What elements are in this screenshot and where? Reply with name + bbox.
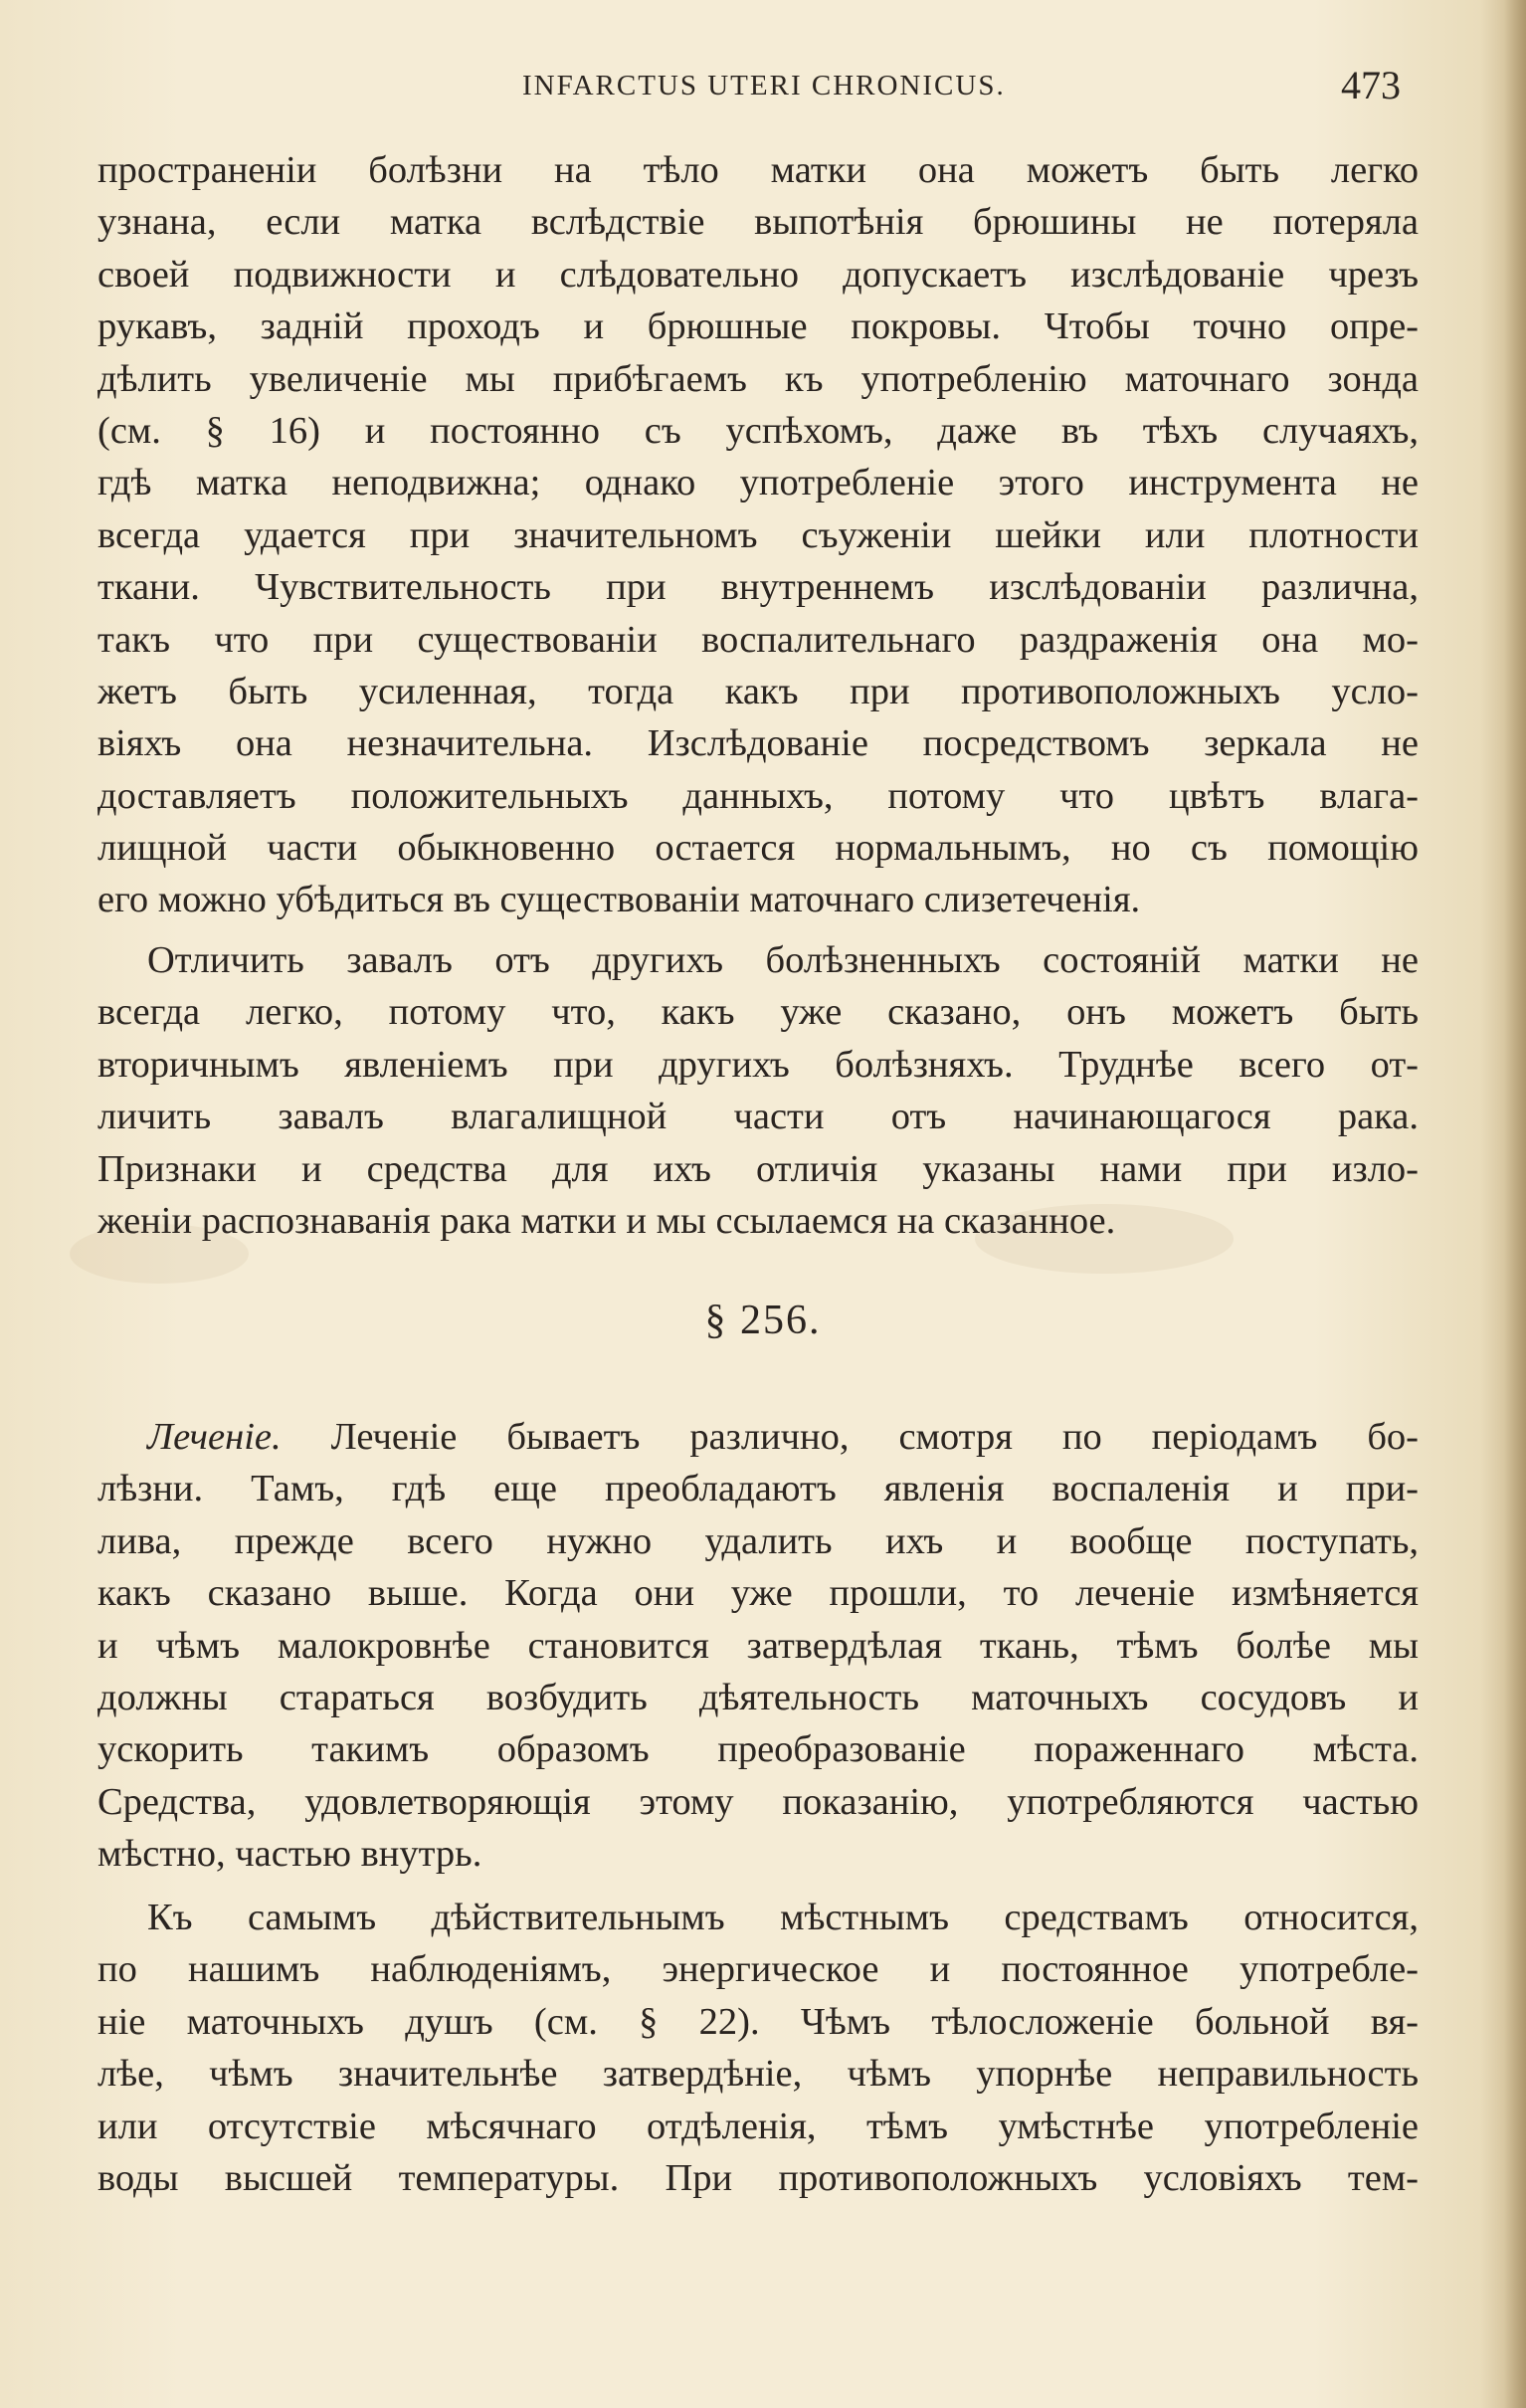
text-line: вторичнымъ явленіемъ при другихъ болѣзняхъ. Труднѣе всего от- xyxy=(97,1043,1419,1086)
paragraph-2 xyxy=(97,934,1419,1247)
text-line: гдѣ матка неподвижна; однако употребленіе этого инструмента не xyxy=(97,462,1419,504)
text-line: лива, прежде всего нужно удалить ихъ и вообще поступать, xyxy=(97,1519,1419,1562)
text-line: ніе маточныхъ душъ (см. § 22). Чѣмъ тѣлосложеніе больной вя- xyxy=(97,2000,1419,2043)
page-header xyxy=(0,62,1526,111)
text-line: лищной части обыкновенно остается нормальнымъ, но съ помощію xyxy=(97,827,1419,870)
text-line: и чѣмъ малокровнѣе становится затвердѣлая ткань, тѣмъ болѣе мы xyxy=(97,1624,1419,1667)
text-line: личить завалъ влагалищной части отъ начинающагося рака. xyxy=(97,1096,1419,1138)
paragraph-3 xyxy=(97,1411,1419,1881)
text-line: по нашимъ наблюденiямъ, энергическое и постоянное употребле- xyxy=(97,1948,1419,1991)
text-line: ускорить такимъ образомъ преобразованіе пораженнаго мѣста. xyxy=(97,1728,1419,1771)
text-run: Леченіе бываетъ различно, смотря по перiодамъ бо- xyxy=(281,1416,1419,1458)
text-line: всегда легко, потому что, какъ уже сказано, онъ можетъ быть xyxy=(97,991,1419,1034)
text-line: лѣзни. Тамъ, гдѣ еще преобладаютъ явленія воспаленія и при- xyxy=(97,1468,1419,1510)
section-heading: § 256. xyxy=(704,1298,822,1343)
text-line: какъ сказано выше. Когда они уже прошли, то леченіе измѣняется xyxy=(97,1572,1419,1615)
text-line: его можно убѣдиться въ существованiи маточнаго слизетеченія. xyxy=(97,879,1141,921)
paragraph-1 xyxy=(97,144,1419,926)
text-line: рукавъ, заднiй проходъ и брюшные покровы. Чтобы точно опре- xyxy=(97,305,1419,348)
text-line xyxy=(97,1411,1419,1463)
text-line: женiи распознаванія рака матки и мы ссылаемся на сказанное. xyxy=(97,1199,1116,1242)
text-line: или отсутствіе мѣсячнаго отдѣленія, тѣмъ умѣстнѣе употребленіе xyxy=(97,2105,1419,2147)
text-line: жетъ быть усиленная, тогда какъ при противоположныхъ усло- xyxy=(97,670,1419,712)
text-line: всегда удается при значительномъ съуженiи шейки или плотности xyxy=(97,513,1419,556)
text-line: Къ самымъ дѣйствительнымъ мѣстнымъ средствамъ относится, xyxy=(147,1897,1419,1938)
text-line: Отличить завалъ отъ другихъ болѣзненныхъ состоянiй матки не xyxy=(147,939,1419,981)
text-line: лѣе, чѣмъ значительнѣе затвердѣніе, чѣмъ упорнѣе неправильность xyxy=(97,2053,1419,2096)
running-head: INFARCTUS UTERI CHRONICUS. xyxy=(522,70,1006,101)
text-line: ткани. Чувствительность при внутреннемъ изслѣдованiи различна, xyxy=(97,566,1419,609)
paragraph-4 xyxy=(97,1892,1419,2204)
text-line: такъ что при существованiи воспалительнаго раздраженія она мо- xyxy=(97,618,1419,661)
text-line: віяхъ она незначительна. Изслѣдованіе посредствомъ зеркала не xyxy=(97,722,1419,765)
text-line: Признаки и средства для ихъ отличія указаны нами при изло- xyxy=(97,1147,1419,1190)
text-line: узнана, если матка вслѣдствіе выпотѣнія брюшины не потеряла xyxy=(97,201,1419,244)
text-line: (см. § 16) и постоянно съ успѣхомъ, даже въ тѣхъ случаяхъ, xyxy=(97,409,1419,452)
text-line: дѣлить увеличеніе мы прибѣгаемъ къ употребленію маточнаго зонда xyxy=(97,357,1419,400)
text-line: доставляетъ положительныхъ данныхъ, потому что цвѣтъ влага- xyxy=(97,774,1419,817)
page-edge-shadow xyxy=(1504,0,1526,2408)
text-line: Средства, удовлетворяющія этому показанію, употребляются частью xyxy=(97,1780,1419,1823)
lead-word: Леченiе. xyxy=(147,1416,282,1458)
text-line: мѣстно, частью внутрь. xyxy=(97,1833,482,1876)
page-number: 473 xyxy=(1341,63,1401,107)
text-line: своей подвижности и слѣдовательно допускаетъ изслѣдованіе чрезъ xyxy=(97,253,1419,296)
text-line: воды высшей температуры. При противоположныхъ условiяхъ тем- xyxy=(97,2156,1419,2199)
text-line: должны стараться возбудить дѣятельность маточныхъ сосудовъ и xyxy=(97,1676,1419,1718)
text-line: пространенiи болѣзни на тѣло матки она можетъ быть легко xyxy=(97,149,1419,191)
